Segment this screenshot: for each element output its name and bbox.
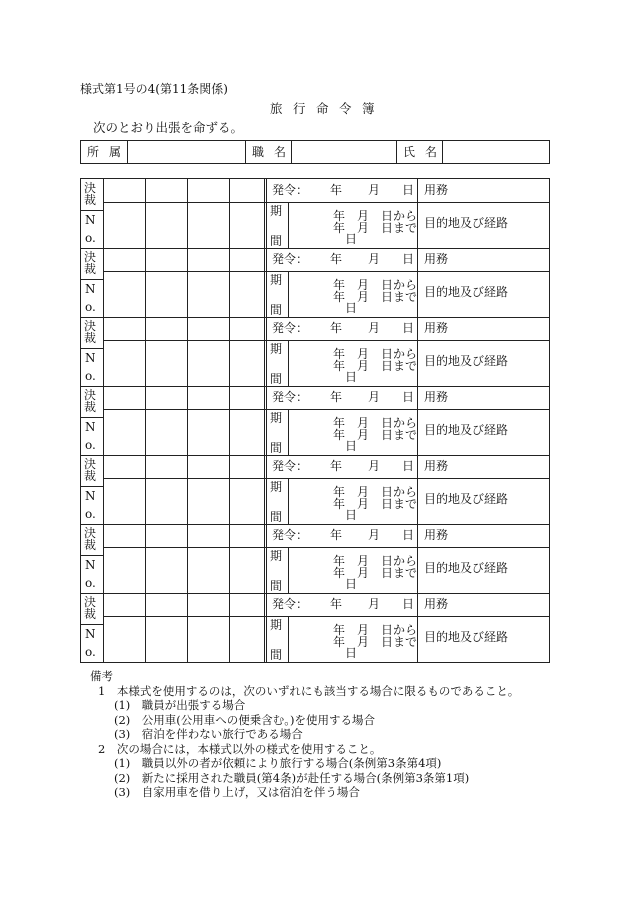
approval-label: 決裁 (84, 526, 97, 552)
grid-line (103, 547, 549, 548)
period-label-bottom: 間 (270, 579, 283, 593)
grid-line (264, 524, 265, 593)
note-line: 1 本様式を使用するのは，次のいずれにも該当する場合に限るものであること。 (98, 683, 520, 698)
approval-label: 決裁 (84, 595, 97, 621)
grid-line (264, 386, 265, 455)
note-line: (1) 職員以外の者が依頼により旅行する場合(条例第3条第4項) (114, 756, 442, 770)
period-from: 年 月 日から (333, 554, 418, 568)
position-label: 職名 (245, 141, 291, 163)
grid-line (264, 317, 265, 386)
month-label: 月 (368, 390, 381, 404)
number-label: N (85, 420, 96, 434)
grid-line (145, 317, 146, 386)
grid-line (266, 455, 267, 524)
year-label: 年 (330, 528, 343, 542)
grid-line (145, 455, 146, 524)
grid-line (266, 248, 267, 317)
period-to: 年 月 日まで (333, 359, 418, 373)
grid-line (187, 386, 188, 455)
block-divider (81, 248, 549, 249)
grid-line (187, 593, 188, 662)
number-label: o. (85, 369, 96, 383)
intro-text: 次のとおり出張を命ずる。 (93, 120, 244, 135)
period-to: 年 月 日まで (333, 635, 418, 649)
day-label: 日 (402, 459, 415, 473)
grid-line (103, 478, 549, 479)
period-from: 年 月 日から (333, 485, 418, 499)
period-from: 年 月 日から (333, 347, 418, 361)
number-label: o. (85, 300, 96, 314)
period-label-bottom: 間 (270, 441, 283, 455)
note-line: (3) 宿泊を伴わない旅行である場合 (114, 727, 303, 741)
grid-line (103, 179, 104, 248)
grid-line (81, 624, 103, 625)
grid-line (288, 478, 289, 524)
number-label: N (85, 351, 96, 365)
period-label-top: 期 (270, 618, 283, 632)
grid-line (229, 593, 230, 662)
grid-line (103, 524, 104, 593)
number-label: o. (85, 576, 96, 590)
grid-line (187, 317, 188, 386)
day-label: 日 (402, 183, 415, 197)
grid-line (229, 248, 230, 317)
affiliation-field[interactable] (127, 141, 246, 163)
period-days: 日 (345, 646, 358, 660)
period-days: 日 (345, 232, 358, 246)
grid-line (266, 386, 267, 455)
issue-date-label: 発令： (272, 390, 309, 404)
grid-line (229, 455, 230, 524)
grid-line (288, 409, 289, 455)
grid-line (81, 486, 103, 487)
year-label: 年 (330, 183, 343, 197)
travel-order-table (80, 178, 550, 663)
period-label-top: 期 (270, 204, 283, 218)
period-to: 年 月 日まで (333, 221, 418, 235)
number-label: o. (85, 507, 96, 521)
approval-label: 決裁 (84, 250, 97, 276)
grid-line (417, 455, 418, 524)
period-days: 日 (345, 508, 358, 522)
note-line: (2) 新たに採用された職員(第4条)が赴任する場合(条例第3条第1項) (114, 770, 470, 785)
number-label: o. (85, 645, 96, 659)
number-label: o. (85, 438, 96, 452)
period-label-bottom: 間 (270, 510, 283, 524)
period-label-top: 期 (270, 411, 283, 425)
period-label-top: 期 (270, 273, 283, 287)
position-field[interactable] (291, 141, 397, 163)
day-label: 日 (402, 390, 415, 404)
note-line: (2) 公用車(公用車への便乗含む。)を使用する場合 (114, 712, 376, 727)
month-label: 月 (368, 321, 381, 335)
issue-date-label: 発令： (272, 183, 309, 197)
period-label-bottom: 間 (270, 234, 283, 248)
period-days: 日 (345, 370, 358, 384)
grid-line (103, 202, 549, 203)
note-line: (1) 職員が出張する場合 (114, 698, 246, 712)
grid-line (264, 248, 265, 317)
period-days: 日 (345, 439, 358, 453)
period-from: 年 月 日から (333, 209, 418, 223)
grid-line (266, 524, 267, 593)
period-label-bottom: 間 (270, 303, 283, 317)
travel-entry-block (81, 248, 549, 317)
grid-line (264, 455, 265, 524)
grid-line (229, 317, 230, 386)
period-from: 年 月 日から (333, 416, 418, 430)
destination-label: 目的地及び経路 (424, 285, 509, 299)
grid-line (266, 593, 267, 662)
block-divider (81, 455, 549, 456)
issue-date-label: 発令： (272, 597, 309, 611)
period-to: 年 月 日まで (333, 290, 418, 304)
grid-line (103, 455, 104, 524)
grid-line (229, 179, 230, 248)
period-days: 日 (345, 577, 358, 591)
grid-line (145, 524, 146, 593)
block-divider (81, 317, 549, 318)
notes-section (90, 669, 519, 800)
grid-line (288, 340, 289, 386)
grid-line (103, 340, 549, 341)
day-label: 日 (402, 597, 415, 611)
period-label-bottom: 間 (270, 372, 283, 386)
grid-line (103, 409, 549, 410)
grid-line (81, 417, 103, 418)
issue-date-label: 発令： (272, 528, 309, 542)
grid-line (288, 616, 289, 662)
business-label: 用務 (424, 459, 449, 473)
year-label: 年 (330, 390, 343, 404)
grid-line (103, 317, 104, 386)
year-label: 年 (330, 459, 343, 473)
destination-label: 目的地及び経路 (424, 561, 509, 575)
grid-line (145, 248, 146, 317)
day-label: 日 (402, 252, 415, 266)
traveler-info-table (80, 140, 550, 164)
grid-line (81, 279, 103, 280)
grid-line (417, 386, 418, 455)
grid-line (417, 248, 418, 317)
grid-line (288, 271, 289, 317)
destination-label: 目的地及び経路 (424, 492, 509, 506)
grid-line (103, 271, 549, 272)
business-label: 用務 (424, 252, 449, 266)
travel-entry-block (81, 593, 549, 662)
period-label-top: 期 (270, 480, 283, 494)
block-divider (81, 386, 549, 387)
grid-line (187, 248, 188, 317)
approval-label: 決裁 (84, 181, 97, 207)
grid-line (417, 524, 418, 593)
affiliation-label: 所属 (87, 145, 132, 159)
grid-line (229, 386, 230, 455)
year-label: 年 (330, 321, 343, 335)
business-label: 用務 (424, 597, 449, 611)
period-to: 年 月 日まで (333, 566, 418, 580)
grid-line (187, 179, 188, 248)
grid-line (103, 593, 104, 662)
number-label: N (85, 558, 96, 572)
travel-entry-block (81, 317, 549, 386)
day-label: 日 (402, 528, 415, 542)
grid-line (145, 593, 146, 662)
grid-line (266, 317, 267, 386)
block-divider (81, 524, 549, 525)
grid-line (187, 524, 188, 593)
travel-entry-block (81, 386, 549, 455)
period-to: 年 月 日まで (333, 428, 418, 442)
period-label-top: 期 (270, 342, 283, 356)
grid-line (264, 179, 265, 248)
issue-date-label: 発令： (272, 321, 309, 335)
grid-line (81, 210, 103, 211)
grid-line (187, 455, 188, 524)
issue-date-label: 発令： (272, 252, 309, 266)
month-label: 月 (368, 459, 381, 473)
notes-heading: 備考 (90, 669, 113, 683)
business-label: 用務 (424, 183, 449, 197)
grid-line (103, 248, 104, 317)
grid-line (264, 593, 265, 662)
travel-entry-block (81, 524, 549, 593)
grid-line (417, 317, 418, 386)
grid-line (417, 593, 418, 662)
number-label: o. (85, 231, 96, 245)
issue-date-label: 発令： (272, 459, 309, 473)
grid-line (288, 202, 289, 248)
business-label: 用務 (424, 528, 449, 542)
month-label: 月 (368, 252, 381, 266)
day-label: 日 (402, 321, 415, 335)
month-label: 月 (368, 528, 381, 542)
destination-label: 目的地及び経路 (424, 216, 509, 230)
month-label: 月 (368, 183, 381, 197)
period-to: 年 月 日まで (333, 497, 418, 511)
period-label-bottom: 間 (270, 648, 283, 662)
grid-line (103, 616, 549, 617)
business-label: 用務 (424, 390, 449, 404)
number-label: N (85, 282, 96, 296)
approval-label: 決裁 (84, 319, 97, 345)
note-line: (3) 自家用車を借り上げ，又は宿泊を伴う場合 (114, 785, 360, 799)
name-label: 氏名 (396, 141, 442, 163)
destination-label: 目的地及び経路 (424, 630, 509, 644)
grid-line (145, 386, 146, 455)
business-label: 用務 (424, 321, 449, 335)
approval-label: 決裁 (84, 388, 97, 414)
block-divider (81, 593, 549, 594)
grid-line (103, 386, 104, 455)
number-label: N (85, 489, 96, 503)
travel-entry-block (81, 455, 549, 524)
destination-label: 目的地及び経路 (424, 354, 509, 368)
grid-line (145, 179, 146, 248)
year-label: 年 (330, 597, 343, 611)
period-days: 日 (345, 301, 358, 315)
number-label: N (85, 213, 96, 227)
approval-label: 決裁 (84, 457, 97, 483)
period-label-top: 期 (270, 549, 283, 563)
travel-entry-block (81, 179, 549, 248)
period-from: 年 月 日から (333, 278, 418, 292)
note-line: 2 次の場合には，本様式以外の様式を使用すること。 (98, 741, 382, 756)
form-number: 様式第1号の4(第11条関係) (80, 82, 228, 96)
year-label: 年 (330, 252, 343, 266)
destination-label: 目的地及び経路 (424, 423, 509, 437)
grid-line (229, 524, 230, 593)
grid-line (81, 555, 103, 556)
document-title: 旅行命令簿 (270, 101, 386, 116)
grid-line (417, 179, 418, 248)
name-field[interactable] (442, 141, 550, 163)
month-label: 月 (368, 597, 381, 611)
number-label: N (85, 627, 96, 641)
grid-line (266, 179, 267, 248)
period-from: 年 月 日から (333, 623, 418, 637)
grid-line (288, 547, 289, 593)
grid-line (81, 348, 103, 349)
